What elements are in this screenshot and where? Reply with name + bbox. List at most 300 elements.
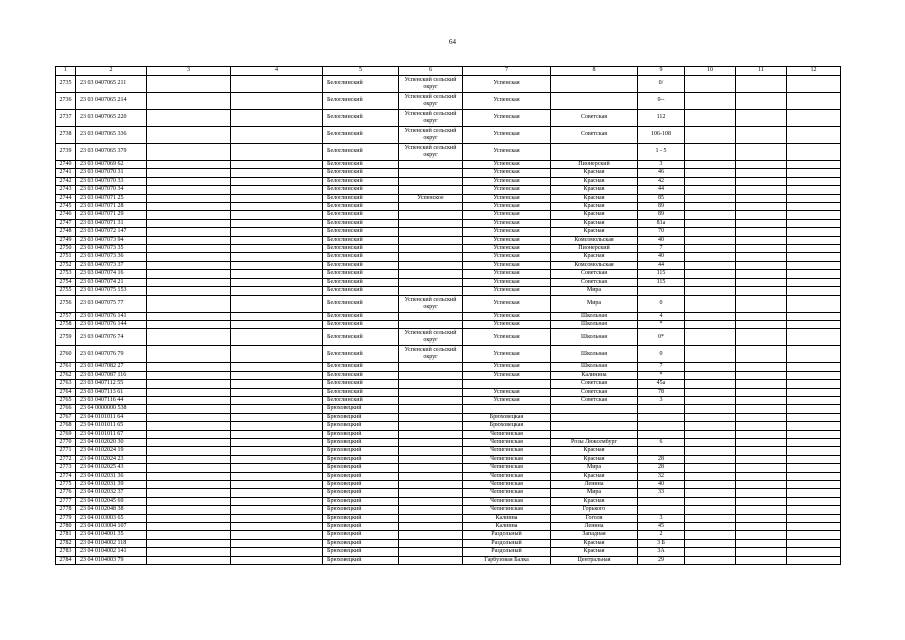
table-cell [787,438,841,446]
table-cell: Белоглинский [323,278,399,286]
table-cell: Успенское [399,194,463,202]
table-cell: Комсомольская [551,261,638,269]
table-cell [787,320,841,328]
table-cell: Успенская [463,363,551,371]
table-cell [231,203,323,211]
table-cell [787,405,841,413]
table-cell: Чепигинская [463,438,551,446]
table-cell: Красная [551,211,638,219]
table-cell: Успенская [463,76,551,93]
table-cell: Чепигинская [463,481,551,489]
table-cell: 2771 [56,447,76,455]
table-cell: Белоглинский [323,211,399,219]
table-cell [231,194,323,202]
table-cell [147,464,231,472]
table-cell [685,144,736,161]
table-row [56,295,841,312]
table-cell: 2758 [56,320,76,328]
table-row [56,472,841,480]
table-cell: Белоглинский [323,236,399,244]
table-cell [736,253,787,261]
table-cell [147,489,231,497]
table-cell: 85 [638,194,685,202]
table-row [56,76,841,93]
table-cell [399,320,463,328]
table-cell: 2754 [56,278,76,286]
table-row [56,186,841,194]
table-cell: Красная [551,228,638,236]
table-cell [231,506,323,514]
table-cell: 2740 [56,161,76,169]
table-row [56,556,841,564]
table-cell [147,320,231,328]
table-cell: Красная [551,186,638,194]
table-cell: 2776 [56,489,76,497]
table-row [56,388,841,396]
table-cell: Школьная [551,320,638,328]
table-cell: Белоглинский [323,110,399,127]
table-cell [736,295,787,312]
table-cell [399,363,463,371]
table-cell: 23 03 0407076 79 [76,346,147,363]
table-cell: Брюховецкий [323,548,399,556]
table-cell: Раздольный [463,531,551,539]
table-cell [399,270,463,278]
table-cell: 78 [638,388,685,396]
table-cell [231,371,323,379]
table-cell [147,186,231,194]
table-cell: Горького [551,506,638,514]
table-cell [787,346,841,363]
table-cell [399,514,463,522]
table-cell [685,270,736,278]
table-cell [399,506,463,514]
table-cell: 23 04 0102024 19 [76,447,147,455]
table-cell [147,203,231,211]
table-cell: 28 [638,455,685,463]
table-cell: Успенская [463,320,551,328]
table-cell: Белоглинский [323,329,399,346]
table-cell: 23 04 0103003 65 [76,514,147,522]
table-cell [399,531,463,539]
table-cell: 23 03 0407070 33 [76,177,147,185]
table-cell [787,211,841,219]
table-cell [787,464,841,472]
table-cell [231,169,323,177]
table-cell: Успенская [463,144,551,161]
table-cell [399,203,463,211]
table-row [56,371,841,379]
table-cell [736,413,787,421]
table-cell [231,161,323,169]
table-cell: 40 [638,236,685,244]
table-cell: Брюховецкий [323,539,399,547]
table-cell [736,380,787,388]
table-cell: Успенская [463,295,551,312]
table-cell [736,169,787,177]
table-row [56,287,841,295]
table-cell [685,295,736,312]
table-cell [685,261,736,269]
table-cell [685,228,736,236]
table-cell [147,194,231,202]
table-cell: Успенская [463,177,551,185]
table-cell [736,464,787,472]
table-cell: Школьная [551,329,638,346]
table-cell: Красная [551,539,638,547]
table-cell: 2756 [56,295,76,312]
table-cell [147,278,231,286]
table-row [56,161,841,169]
table-cell: Белоглинский [323,219,399,227]
table-cell [399,253,463,261]
table-cell: 23 03 0407073 35 [76,245,147,253]
table-cell: Белоглинский [323,245,399,253]
table-cell: 45 [638,523,685,531]
table-row [56,346,841,363]
table-cell: 0 [638,346,685,363]
table-cell: Калнина [463,523,551,531]
table-cell: 23 03 0407070 34 [76,186,147,194]
table-cell: Брюховецкий [323,464,399,472]
table-cell: 2777 [56,497,76,505]
table-cell [736,346,787,363]
table-cell: Гарбузовая Балка [463,556,551,564]
table-cell: Комсомольская [551,236,638,244]
table-cell: Раздольный [463,539,551,547]
table-cell: Белоглинский [323,270,399,278]
table-cell: 23 03 0407076 144 [76,320,147,328]
table-cell: 2737 [56,110,76,127]
table-cell: Чепигинская [463,489,551,497]
table-cell: 23 04 0103004 107 [76,523,147,531]
table-cell: Ленина [551,481,638,489]
table-cell [685,346,736,363]
table-cell [638,430,685,438]
table-cell [685,447,736,455]
table-cell: Успенский сельский округ [399,329,463,346]
table-cell: Мира [551,295,638,312]
table-cell [147,514,231,522]
table-cell: Красная [551,472,638,480]
table-cell [685,76,736,93]
table-cell [231,219,323,227]
table-cell [685,388,736,396]
table-cell [399,312,463,320]
table-cell: 23 03 0407065 379 [76,144,147,161]
table-cell: 3 [638,396,685,404]
table-cell: Успенская [463,261,551,269]
table-cell [399,497,463,505]
table-cell [231,489,323,497]
table-cell: Чепигинская [463,472,551,480]
table-cell [399,413,463,421]
table-cell [787,514,841,522]
table-cell: Успенская [463,329,551,346]
table-cell [685,430,736,438]
table-cell [736,405,787,413]
table-cell [787,472,841,480]
table-cell: Калнина [463,514,551,522]
table-cell [736,320,787,328]
table-cell: 0-- [638,93,685,110]
table-cell: Белоглинский [323,228,399,236]
table-cell: Чепигинская [463,506,551,514]
table-row [56,320,841,328]
table-cell: Брюховецкая [463,422,551,430]
table-cell [399,219,463,227]
table-cell: 2735 [56,76,76,93]
table-cell: 23 03 0407113 61 [76,388,147,396]
table-cell: Раздольный [463,548,551,556]
table-cell: Брюховецкий [323,447,399,455]
table-cell: 23 04 0101011 64 [76,413,147,421]
table-cell [736,270,787,278]
table-cell: Успенская [463,396,551,404]
table-cell: Успенский сельский округ [399,110,463,127]
table-cell [638,497,685,505]
table-cell: 2743 [56,186,76,194]
table-cell [399,422,463,430]
table-cell [231,211,323,219]
table-cell [231,539,323,547]
table-cell: 29 [638,556,685,564]
table-cell: Белоглинский [323,295,399,312]
table-cell [551,430,638,438]
table-cell: Чепигинская [463,497,551,505]
table-cell [787,76,841,93]
table-cell: 7 [638,363,685,371]
table-row [56,413,841,421]
table-cell: 2748 [56,228,76,236]
table-cell: 23 04 0104001 35 [76,531,147,539]
table-cell: * [638,371,685,379]
table-cell: Чепигинская [463,455,551,463]
table-cell: 2759 [56,329,76,346]
table-cell: 32 [638,472,685,480]
table-cell [787,236,841,244]
table-cell: 23 03 0407073 36 [76,253,147,261]
table-cell [231,556,323,564]
table-cell [787,127,841,144]
table-cell [147,413,231,421]
table-cell [685,514,736,522]
table-cell [736,363,787,371]
table-cell: Брюховецкий [323,497,399,505]
table-cell [399,430,463,438]
table-cell [736,245,787,253]
table-cell: 89 [638,203,685,211]
table-cell: 23 04 0104003 79 [76,556,147,564]
table-cell: Белоглинский [323,76,399,93]
table-cell [231,270,323,278]
table-cell [685,396,736,404]
table-cell: Советская [551,388,638,396]
table-cell: 2747 [56,219,76,227]
table-cell [787,93,841,110]
table-cell: 3 Б [638,539,685,547]
table-cell: 23 04 0102032 37 [76,489,147,497]
table-cell [147,312,231,320]
table-cell [736,514,787,522]
table-cell: Успенская [463,287,551,295]
table-cell: 3А [638,548,685,556]
table-cell: Брюховецкий [323,506,399,514]
table-cell [463,405,551,413]
table-row [56,93,841,110]
table-cell [736,261,787,269]
table-cell: Советская [551,396,638,404]
table-cell: Центральная [551,556,638,564]
table-cell [638,447,685,455]
table-cell [736,236,787,244]
table-cell: 70 [638,228,685,236]
table-cell [638,422,685,430]
table-cell: 23 03 0407075 77 [76,295,147,312]
table-cell [787,422,841,430]
table-row [56,270,841,278]
table-cell [147,245,231,253]
table-cell [685,548,736,556]
table-cell: 0/ [638,76,685,93]
table-cell: Успенский сельский округ [399,144,463,161]
table-cell [787,161,841,169]
table-cell: Брюховецкий [323,523,399,531]
table-cell [399,261,463,269]
table-cell [399,278,463,286]
table-cell: 2741 [56,169,76,177]
table-cell [231,236,323,244]
table-cell: 23 03 0407076 74 [76,329,147,346]
table-cell: 2755 [56,287,76,295]
table-cell: 2764 [56,388,76,396]
table-cell [685,312,736,320]
table-cell: 23 03 0407065 220 [76,110,147,127]
table-cell: 115 [638,278,685,286]
table-cell [147,219,231,227]
table-row [56,548,841,556]
table-cell [231,497,323,505]
table-cell: 23 04 0101011 65 [76,422,147,430]
table-cell: Белоглинский [323,312,399,320]
table-cell [399,455,463,463]
table-cell: 23 03 0407071 25 [76,194,147,202]
table-cell: 2738 [56,127,76,144]
table-cell: Советская [551,380,638,388]
table-cell [399,228,463,236]
table-cell [685,531,736,539]
table-cell [787,497,841,505]
table-cell: 23 04 0102048 38 [76,506,147,514]
column-header: 3 [147,67,231,76]
table-row [56,497,841,505]
table-cell: 2736 [56,93,76,110]
table-cell [399,380,463,388]
table-cell [231,438,323,446]
table-cell [736,278,787,286]
table-cell: Брюховецкая [463,413,551,421]
table-cell: 2779 [56,514,76,522]
table-row [56,455,841,463]
table-cell [787,481,841,489]
table-row [56,329,841,346]
table-cell: 23 03 0407070 31 [76,169,147,177]
table-cell [736,211,787,219]
table-cell: Брюховецкий [323,481,399,489]
table-cell [787,253,841,261]
table-cell [685,371,736,379]
table-cell [787,295,841,312]
table-cell: 23 03 0407071 29 [76,211,147,219]
column-header: 8 [551,67,638,76]
table-cell [399,548,463,556]
table-cell: Красная [551,455,638,463]
table-cell: Успенская [463,219,551,227]
table-cell: Белоглинский [323,194,399,202]
table-cell [231,531,323,539]
table-cell [147,556,231,564]
table-cell [147,177,231,185]
table-cell [685,455,736,463]
table-cell: Пионерский [551,245,638,253]
table-cell [787,539,841,547]
table-cell [685,203,736,211]
table-cell [231,320,323,328]
table-row [56,261,841,269]
table-cell [399,371,463,379]
table-cell [787,506,841,514]
table-row [56,405,841,413]
table-cell [231,380,323,388]
table-cell: Красная [551,177,638,185]
table-cell: 115 [638,270,685,278]
table-cell: Красная [551,447,638,455]
table-cell [736,93,787,110]
table-cell [787,278,841,286]
table-cell: 23 03 0407065 211 [76,76,147,93]
table-cell [638,413,685,421]
table-cell [736,194,787,202]
table-cell: Чепигинская [463,464,551,472]
table-cell [736,371,787,379]
table-cell [638,405,685,413]
table-cell: Успенский сельский округ [399,346,463,363]
table-cell [147,371,231,379]
table-cell [147,422,231,430]
table-cell [787,380,841,388]
table-row [56,430,841,438]
table-cell: 2765 [56,396,76,404]
table-cell [736,438,787,446]
table-cell [787,388,841,396]
table-cell [736,161,787,169]
table-cell: 2760 [56,346,76,363]
table-cell: Успенская [463,346,551,363]
table-cell: 7 [638,245,685,253]
table-cell [147,380,231,388]
table-cell: 2782 [56,539,76,547]
table-cell [787,219,841,227]
table-cell [147,405,231,413]
table-cell [231,93,323,110]
table-cell: Красная [551,253,638,261]
table-cell: Розы Люксембург [551,438,638,446]
table-cell: Белоглинский [323,169,399,177]
table-cell [685,320,736,328]
table-cell [399,539,463,547]
table-cell: Советская [551,278,638,286]
table-cell [736,388,787,396]
